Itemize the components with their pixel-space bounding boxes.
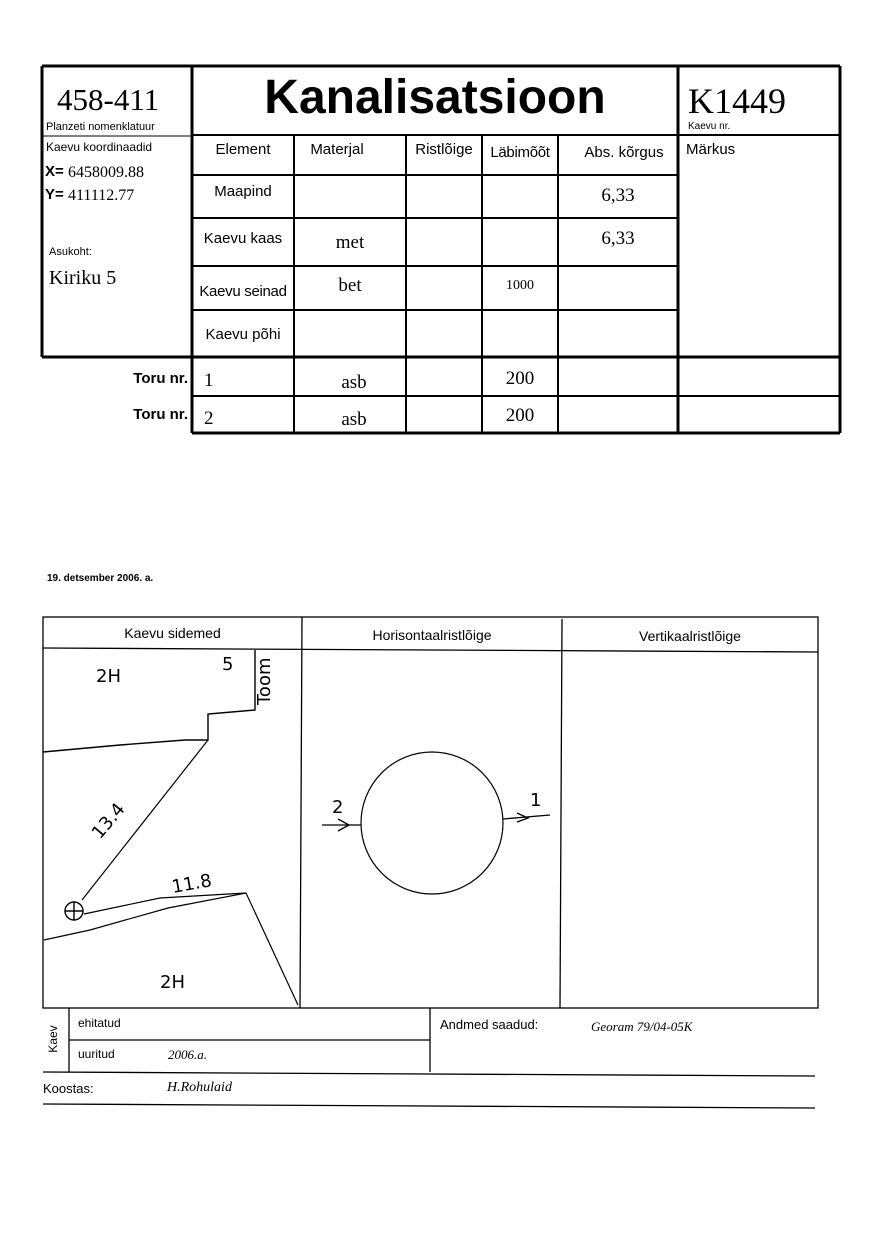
author-label: Koostas: — [43, 1081, 94, 1096]
pipe-label: Toru nr. — [133, 406, 188, 423]
well-id: K1449 — [688, 81, 786, 121]
location-value: Kiriku 5 — [49, 267, 117, 289]
col-header-diameter: Läbimõõt — [490, 144, 550, 161]
x-value: 6458009.88 — [68, 164, 144, 181]
pipe-material: asb — [341, 409, 367, 430]
row-element: Maapind — [214, 183, 272, 200]
x-label: X= — [45, 163, 64, 180]
row-elevation: 6,33 — [601, 185, 635, 206]
handwritten-2h-bottom: 2H — [160, 972, 185, 993]
handwritten-pipe-2: 2 — [332, 797, 344, 818]
pipe-number: 2 — [204, 408, 214, 429]
sheet-number: 458-411 — [57, 82, 160, 117]
panel-title-horizontal: Horisontaalristlõige — [372, 627, 492, 643]
handwritten-2h-top: 2H — [96, 666, 121, 687]
col-header-cross-section: Ristlõige — [415, 141, 473, 158]
row-elevation: 6,33 — [601, 228, 635, 249]
handwritten-5: 5 — [222, 654, 234, 675]
panel-title-vertical: Vertikaalristlõige — [639, 628, 741, 644]
row-material: bet — [338, 275, 362, 296]
author-value: H.Rohulaid — [167, 1080, 232, 1095]
pipe-number: 1 — [204, 370, 214, 391]
well-side-label: Kaev — [46, 1025, 60, 1053]
handwritten-distance-2: 11.8 — [170, 870, 214, 898]
pipe-diameter: 200 — [505, 405, 535, 426]
coords-label: Kaevu koordinaadid — [46, 140, 153, 154]
built-label: ehitatud — [78, 1016, 121, 1030]
panel-title-connections: Kaevu sidemed — [124, 625, 221, 641]
remarks-label: Märkus — [686, 141, 736, 158]
handwritten-distance-1: 13.4 — [87, 799, 130, 844]
source-label: Andmed saadud: — [440, 1017, 539, 1032]
row-element: Kaevu põhi — [205, 326, 281, 343]
row-element: Kaevu seinad — [199, 283, 287, 300]
handwritten-pipe-1: 1 — [530, 790, 542, 811]
pipe-material: asb — [341, 372, 367, 393]
handwritten-street: Toom — [254, 657, 275, 705]
page-title: Kanalisatsioon — [264, 71, 606, 124]
row-element: Kaevu kaas — [203, 230, 283, 247]
col-header-elevation: Abs. kõrgus — [584, 144, 664, 161]
y-label: Y= — [45, 186, 64, 203]
y-value: 411112.77 — [68, 187, 135, 204]
sheet-number-label: Planzeti nomenklatuur — [46, 121, 155, 133]
date-label: 19. detsember 2006. a. — [47, 573, 154, 584]
well-id-label: Kaevu nr. — [688, 121, 731, 132]
surveyed-label: uuritud — [78, 1047, 115, 1061]
source-value: Georam 79/04-05K — [591, 1019, 693, 1034]
col-header-element: Element — [215, 141, 271, 158]
row-diameter: 1000 — [506, 278, 534, 293]
location-label: Asukoht: — [49, 246, 92, 258]
pipe-label: Toru nr. — [133, 370, 188, 387]
row-material: met — [335, 232, 365, 253]
pipe-diameter: 200 — [505, 368, 535, 389]
surveyed-value: 2006.a. — [168, 1047, 207, 1062]
col-header-material: Materjal — [310, 141, 364, 158]
